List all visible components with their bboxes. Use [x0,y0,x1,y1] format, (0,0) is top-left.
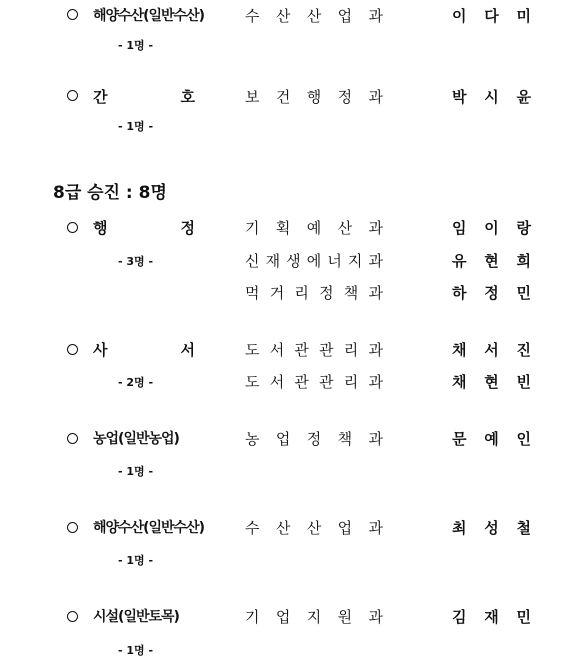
dept-label: 기 업 지 원 과 [245,608,383,626]
category-label: 시설(일반토목) [93,609,179,625]
count-label: - 2명 - [118,376,154,389]
dept-label: 기 획 예 산 과 [245,219,383,237]
bullet-circle-icon [67,522,78,533]
count-label: - 1명 - [118,465,154,478]
dept-label: 도 서 관 관 리 과 [245,341,383,359]
dept-label: 수 산 산 업 과 [245,519,383,537]
category-label: 사 서 [93,341,195,359]
dept-label: 먹 거 리 정 책 과 [245,284,383,302]
person-name: 유 현 희 [452,252,531,270]
bullet-circle-icon [67,611,78,622]
person-name: 김 재 민 [452,608,531,626]
count-label: - 1명 - [118,39,154,52]
category-label: 간 호 [93,88,195,106]
count-label: - 1명 - [118,554,154,567]
bullet-circle-icon [67,222,78,233]
count-label: - 1명 - [118,644,154,657]
count-label: - 3명 - [118,255,154,268]
dept-label: 농 업 정 책 과 [245,430,383,448]
person-name: 이 다 미 [452,7,531,25]
bullet-circle-icon [67,433,78,444]
bullet-circle-icon [67,90,78,101]
bullet-circle-icon [67,344,78,355]
section-heading: 8급 승진 : 8명 [53,183,167,203]
person-name: 하 정 민 [452,284,531,302]
dept-label: 도 서 관 관 리 과 [245,373,383,391]
person-name: 채 현 빈 [452,373,531,391]
person-name: 박 시 윤 [452,88,531,106]
category-label: 해양수산(일반수산) [93,8,204,24]
dept-label: 보 건 행 정 과 [245,88,383,106]
person-name: 최 성 철 [452,519,531,537]
bullet-circle-icon [67,9,78,20]
person-name: 문 예 인 [452,430,531,448]
person-name: 임 이 랑 [452,219,531,237]
dept-label: 수 산 산 업 과 [245,7,383,25]
category-label: 해양수산(일반수산) [93,520,204,536]
category-label: 농업(일반농업) [93,431,179,447]
category-label: 행 정 [93,219,195,237]
dept-label: 신 재 생 에 너 지 과 [245,252,383,270]
person-name: 채 서 진 [452,341,531,359]
count-label: - 1명 - [118,120,154,133]
